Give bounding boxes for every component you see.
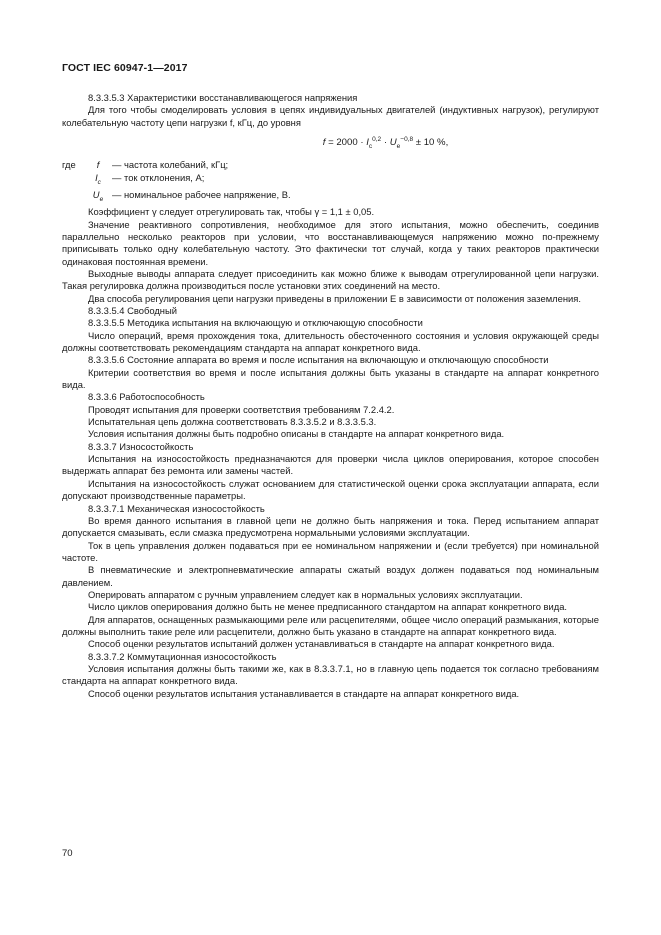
dash: — — [112, 189, 122, 201]
variable-description: номинальное рабочее напряжение, В. — [124, 189, 291, 201]
section-line: Испытательная цепь должна соответствовать 8.3.3.5.2 и 8.3.3.5.3. — [88, 416, 377, 428]
variable-symbol — [84, 172, 112, 189]
paragraph: В пневматические и электропневматические аппараты сжатый воздух должен подаваться под номинальным давлением. — [62, 564, 599, 588]
paragraph: Ток в цепь управления должен подаваться при ее номинальном напряжении и (если требуется) при номинальной частоте. — [62, 539, 599, 563]
formula-symbol: f — [322, 137, 326, 149]
formula-text: · — [381, 137, 390, 149]
formula-subscript: e — [396, 143, 401, 151]
section-line: 8.3.3.6 Работоспособность — [88, 391, 205, 403]
paragraph: Критерии соответствия во время и после испытания должны быть указаны в стандарте на аппарат конкретного вида. — [62, 366, 599, 391]
section-line: 8.3.3.7 Износостойкость — [88, 440, 194, 452]
section-line: 8.3.3.5.3 Характеристики восстанавливающегося напряжения — [88, 92, 358, 103]
where-lead — [62, 189, 84, 206]
variable-definition — [62, 172, 599, 189]
variable-description: частота колебаний, кГц; — [124, 159, 229, 171]
paragraph: Условия испытания должны быть такими же, как в 8.3.3.7.1, но в главную цепь подается ток согласно требованиям стандарта на аппарат конкретного вида. — [62, 662, 599, 687]
where-lead — [62, 172, 84, 189]
section-line: 8.3.3.7.1 Механическая износостойкость — [88, 502, 265, 514]
paragraph: Способ оценки результатов испытаний должен устанавливаться в стандарте на аппарат конкретного вида. — [88, 638, 555, 650]
variable-letter: U — [92, 189, 100, 201]
formula-superscript: 0,2 — [372, 136, 382, 144]
variable-letter: I — [95, 171, 98, 183]
variable-definition — [62, 189, 599, 206]
paragraph: Число циклов оперирования должно быть не менее предписанного стандартом на аппарат конкретного вида. — [88, 601, 568, 613]
formula — [62, 134, 599, 153]
formula-text: = 2000 · — [325, 137, 367, 149]
paragraph: Испытания на износостойкость служат основанием для статистической оценки срока эксплуатации аппарата, если допускают производственные параметры. — [62, 477, 599, 502]
section-line: Способ оценки результатов испытания устанавливается в стандарте на аппарат конкретного вида. — [88, 687, 520, 699]
page-number: 70 — [62, 848, 73, 859]
variable-symbol — [84, 189, 112, 206]
paragraph: Для того чтобы смоделировать условия в цепях индивидуальных двигателей (индуктивных нагрузок), регулируют колебательную частоту цепи нагрузки f, кГц, до уровня — [62, 104, 599, 128]
section-line: 8.3.3.7.2 Коммутационная износостойкость — [88, 650, 277, 662]
section-line: 8.3.3.5.5 Методика испытания на включающую и отключающую способности — [88, 317, 423, 329]
variable-letter: f — [96, 159, 100, 171]
paragraph: Во время данного испытания в главной цепи не должно быть напряжения и тока. Перед испытанием аппарат допускается смазывать, если смазка предусмотрена нормальными условиями эксплуатации. — [62, 514, 599, 539]
document-header: ГОСТ IEC 60947-1—2017 — [62, 62, 188, 74]
paragraph: Испытания на износостойкость предназначаются для проверки числа циклов оперирования, которое способен выдержать аппарат без ремонта или замены частей. — [62, 453, 599, 477]
variable-subscript: e — [99, 195, 104, 203]
paragraph: Значение реактивного сопротивления, необходимое для этого испытания, можно обеспечить, соединив параллельно несколько реакторов при условии, что восстанавливающемуся напряжению можно по-прежнему приписывать только одну колебательную частоту. Это фактически тот случай, когда у таких реакторов практически одинаковая постоянная времени. — [62, 218, 599, 267]
formula-superscript: −0,8 — [400, 136, 414, 144]
variable-symbol — [84, 159, 112, 171]
paragraph: 8.3.3.5.6 Состояние аппарата во время и после испытания на включающую и отключающую способности — [88, 354, 549, 366]
section-line: 8.3.3.5.4 Свободный — [88, 305, 177, 316]
variable-definition — [62, 159, 599, 171]
paragraph: Число операций, время прохождения тока, длительность обесточенного состояния и условия окружающей среды должны соответствовать рекомендациям стандарта на аппарат конкретного вида. — [62, 329, 599, 354]
paragraph: Выходные выводы аппарата следует присоединить как можно ближе к выводам отрегулированной цепи нагрузки. Такая регулировка должна производиться после установки этих соединений на место. — [62, 267, 599, 292]
paragraph: Для аппаратов, оснащенных размыкающими реле или расцепителями, общее число операций размыкания, которые должны выполнить такие реле или расцепители, должно быть указано в стандарте на аппарат конкретного вида. — [62, 613, 599, 637]
formula-subscript: c — [368, 143, 373, 151]
variable-description: ток отклонения, А; — [124, 171, 205, 183]
section-line: Проводят испытания для проверки соответствия требованиям 7.2.4.2. — [88, 403, 395, 415]
variable-subscript: c — [97, 178, 101, 186]
paragraph: Оперировать аппаратом с ручным управлением следует как в нормальных условиях эксплуатации. — [88, 588, 523, 600]
formula-symbol: U — [389, 137, 397, 149]
paragraph: Два способа регулирования цепи нагрузки приведены в приложении Е в зависимости от положения заземления. — [88, 292, 581, 304]
section-line: Условия испытания должны быть подробно описаны в стандарте на аппарат конкретного вида. — [88, 428, 505, 440]
dash: — — [112, 159, 122, 171]
where-lead: где — [62, 159, 76, 171]
formula-symbol: I — [366, 137, 369, 149]
formula-text: ± 10 %, — [413, 137, 449, 149]
section-line: Коэффициент γ следует отрегулировать так, чтобы γ = 1,1 ± 0,05. — [88, 206, 375, 218]
dash: — — [112, 171, 122, 183]
document-body — [62, 92, 599, 700]
